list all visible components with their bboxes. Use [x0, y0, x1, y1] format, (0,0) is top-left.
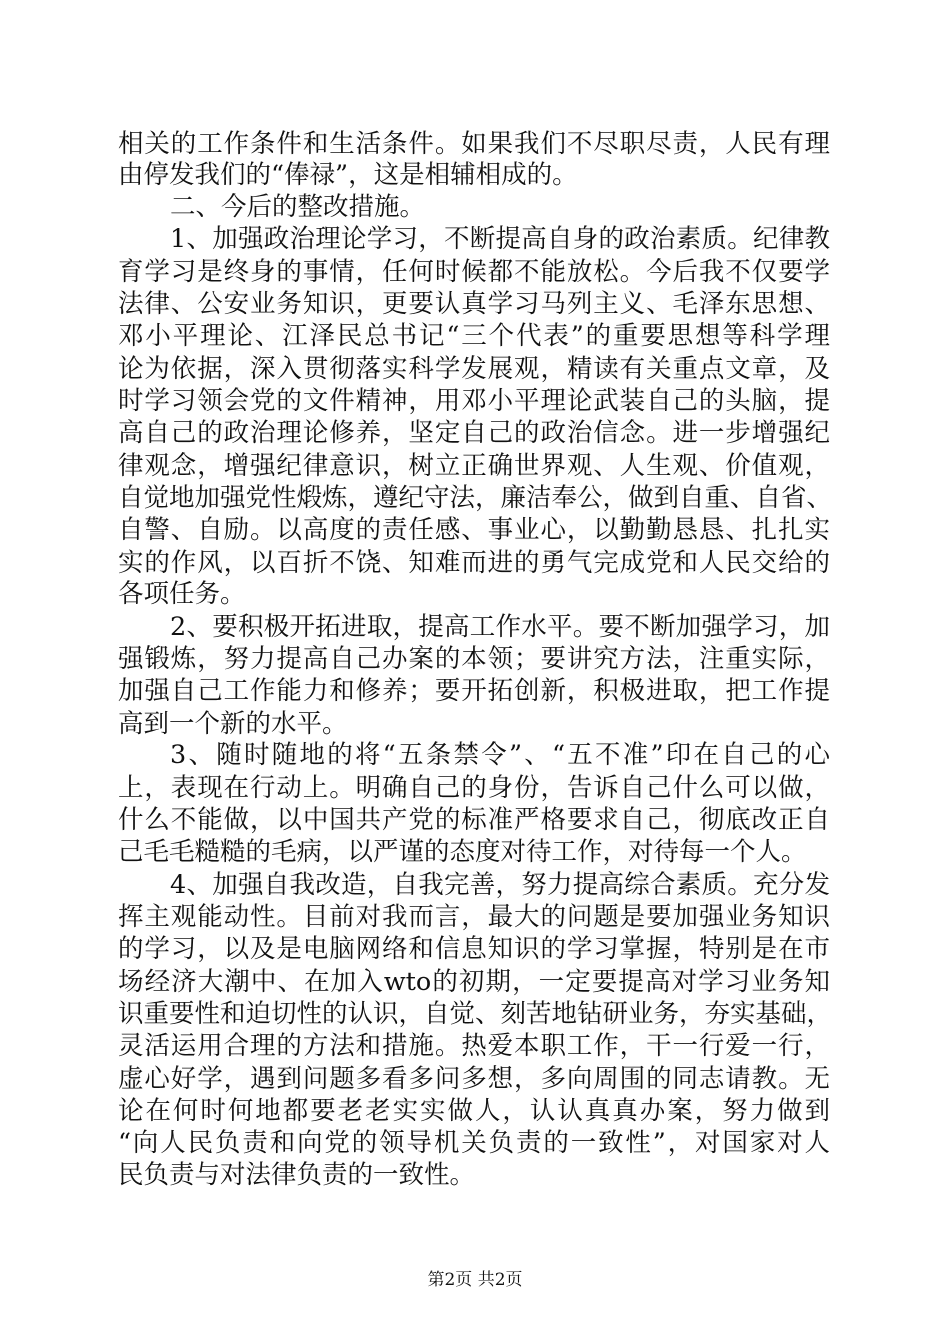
text-line: 论在何时何地都要老老实实做人，认认真真办案，努力做到 [118, 1096, 830, 1126]
text-line: 自觉地加强党性煅炼，遵纪守法，廉洁奉公，做到自重、自省、 [118, 483, 833, 513]
text-line: 1、加强政治理论学习，不断提高自身的政治素质。纪律教 [170, 224, 830, 254]
text-line: 律观念，增强纪律意识，树立正确世界观、人生观、价值观， [118, 451, 830, 481]
text-line: 挥主观能动性。目前对我而言，最大的问题是要加强业务知识 [118, 902, 830, 932]
text-line: 虚心好学，遇到问题多看多问多想，多向周围的同志请教。无 [118, 1064, 830, 1094]
text-line: 识重要性和迫切性的认识，自觉、刻苦地钻研业务，夯实基础， [118, 999, 833, 1029]
text-line: 高到一个新的水平。 [118, 709, 348, 739]
page-footer: 第2页 共2页 [427, 1270, 523, 1290]
text-line: 2、要积极开拓进取，提高工作水平。要不断加强学习，加 [170, 612, 830, 642]
text-line: 的学习，以及是电脑网络和信息知识的学习掌握，特别是在市 [118, 934, 830, 964]
text-line: 育学习是终身的事情，任何时候都不能放松。今后我不仅要学 [118, 257, 830, 287]
text-line: 场经济大潮中、在加入wto的初期，一定要提高对学习业务知 [118, 967, 830, 997]
text-line: 3、随时随地的将“五条禁令”、“五不准”印在自己的心 [170, 740, 830, 770]
text-line: 相关的工作条件和生活条件。如果我们不尽职尽责，人民有理 [118, 129, 830, 159]
text-line: 法律、公安业务知识，更要认真学习马列主义、毛泽东思想、 [118, 289, 830, 319]
text-line: 灵活运用合理的方法和措施。热爱本职工作，干一行爱一行， [118, 1031, 830, 1061]
text-line: 自警、自励。以高度的责任感、事业心，以勤勤恳恳、扎扎实 [118, 515, 830, 545]
text-line: 4、加强自我改造，自我完善，努力提高综合素质。充分发 [170, 870, 830, 900]
text-line: 什么不能做，以中国共产党的标准严格要求自己，彻底改正自 [118, 805, 830, 835]
text-line: 论为依据，深入贯彻落实科学发展观，精读有关重点文章，及 [118, 354, 830, 384]
text-line: 实的作风，以百折不饶、知难而进的勇气完成党和人民交给的 [118, 548, 830, 578]
text-line: 己毛毛糙糙的毛病，以严谨的态度对待工作，对待每一个人。 [118, 837, 807, 867]
text-line: 强锻炼，努力提高自己办案的本领；要讲究方法，注重实际， [118, 644, 830, 674]
text-line: 民负责与对法律负责的一致性。 [118, 1160, 476, 1190]
text-line: 二、今后的整改措施。 [170, 192, 426, 222]
text-line: 邓小平理论、江泽民总书记“三个代表”的重要思想等科学理 [118, 321, 830, 351]
text-line: 由停发我们的“俸禄”，这是相辅相成的。 [118, 160, 578, 190]
text-line: 加强自己工作能力和修养；要开拓创新，积极进取，把工作提 [118, 676, 830, 706]
text-line: 高自己的政治理论修养，坚定自己的政治信念。进一步增强纪 [118, 418, 830, 448]
text-line: 上，表现在行动上。明确自己的身份，告诉自己什么可以做， [118, 773, 830, 803]
text-line: 各项任务。 [118, 579, 246, 609]
text-line: 时学习领会党的文件精神，用邓小平理论武装自己的头脑，提 [118, 386, 830, 416]
text-line: “向人民负责和向党的领导机关负责的一致性”，对国家对人 [118, 1128, 830, 1158]
